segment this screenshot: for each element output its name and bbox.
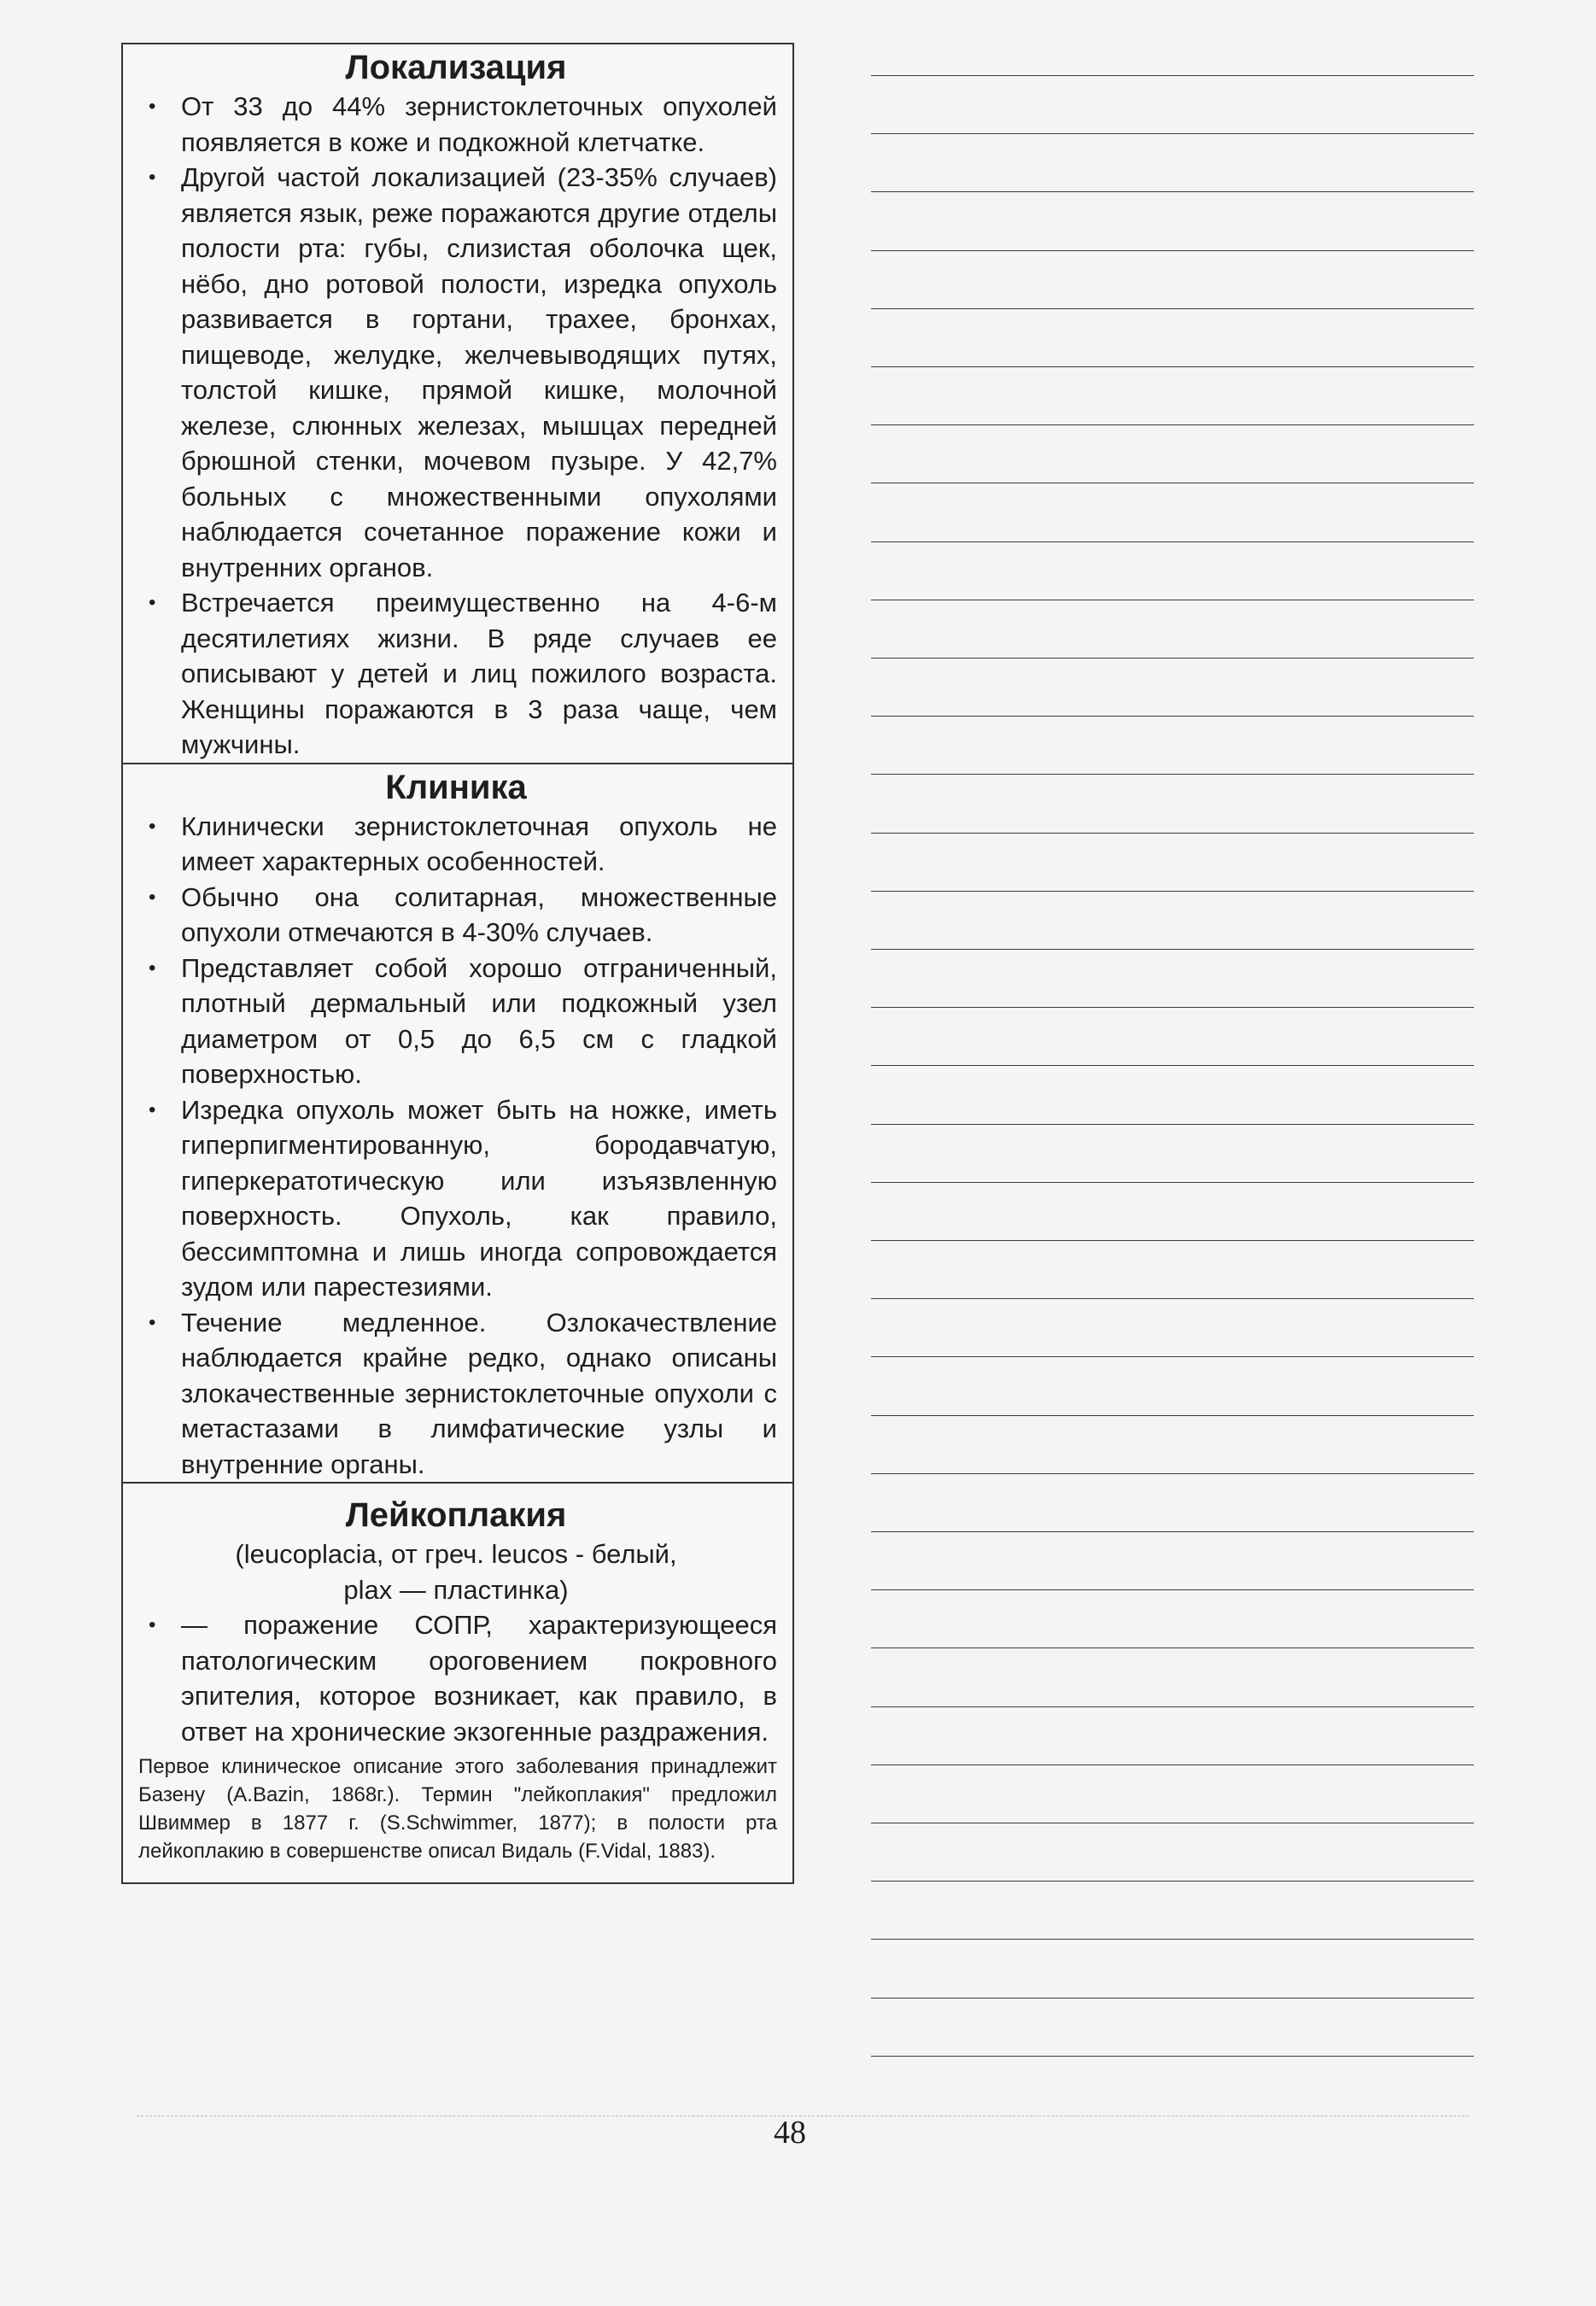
note-line	[871, 366, 1474, 367]
note-line	[871, 250, 1474, 251]
note-line	[871, 1124, 1474, 1125]
content-box	[121, 43, 794, 1884]
list-item: • Встречается преимущественно на 4-6-м десятилетиях жизни. В ряде случаев ее описывают у детей и лиц пожилого возраста. Женщины поражаются в 3 раза чаще, чем мужчины.	[135, 585, 777, 763]
section-localization	[123, 44, 792, 763]
section-clinic	[123, 763, 792, 1483]
list-item: • Изредка опухоль может быть на ножке, иметь гиперпигментированную, бородавчатую, гиперкератотическую или изъязвленную поверхность. Опухоль, как правило, бессимптомна и лишь иногда сопровождается зудом или парестезиями.	[135, 1092, 777, 1305]
bullet-list	[135, 809, 777, 1483]
note-line	[871, 1531, 1474, 1532]
note-line	[871, 1240, 1474, 1241]
note-line	[871, 949, 1474, 950]
note-line	[871, 1356, 1474, 1357]
list-item: • Обычно она солитарная, множественные опухоли отмечаются в 4-30% случаев.	[135, 880, 777, 951]
note-line	[871, 541, 1474, 542]
note-line	[871, 1298, 1474, 1299]
note-lines	[871, 0, 1474, 2084]
note-line	[871, 133, 1474, 134]
note-line	[871, 1065, 1474, 1066]
note-line	[871, 1706, 1474, 1707]
section-heading: Локализация	[345, 49, 567, 86]
note-line	[871, 1589, 1474, 1590]
bullet-list	[135, 1607, 777, 1749]
page-number: 48	[774, 2115, 806, 2151]
note-line	[871, 1415, 1474, 1416]
note-line	[871, 1939, 1474, 1940]
section-subtitle: (leucoplacia, от греч. leucos - белый,	[235, 1539, 677, 1569]
note-line	[871, 891, 1474, 892]
list-item: • Представляет собой хорошо отграниченный, плотный дермальный или подкожный узел диаметром от 0,5 до 6,5 см с гладкой поверхностью.	[135, 951, 777, 1092]
list-item: • Клинически зернистоклеточная опухоль не имеет характерных особенностей.	[135, 809, 777, 880]
historical-note: Первое клиническое описание этого заболевания принадлежит Базену (A.Bazin, 1868г.). Термин "лейкоплакия" предложил Швиммер в 1877 г. (S.Schwimmer, 1877); в полости рта лейкоплакию в совершенстве описал Видаль (F.Vidal, 1883).	[138, 1755, 777, 1863]
section-heading: Клиника	[385, 768, 527, 806]
note-line	[871, 1007, 1474, 1008]
note-line	[871, 774, 1474, 775]
bullet-list	[135, 89, 777, 763]
note-line	[871, 1473, 1474, 1474]
list-item: • Другой частой локализацией (23-35% случаев) является язык, реже поражаются другие отделы полости рта: губы, слизистая оболочка щек, нёбо, дно ротовой полости, изредка опухоль развивается в гортани, трахее, бронхах, пищеводе, желудке, желчевыводящих путях, толстой кишке, прямой кишке, молочной железе, слюнных железах, мышцах передней брюшной стенки, мочевом пузыре. У 42,7% больных с множественными опухолями наблюдается сочетанное поражение кожи и внутренних органов.	[135, 160, 777, 585]
note-line	[871, 1881, 1474, 1882]
note-line	[871, 424, 1474, 425]
list-item: • — поражение СОПР, характеризующееся патологическим ороговением покровного эпителия, которое возникает, как правило, в ответ на хронические экзогенные раздражения.	[135, 1607, 777, 1749]
list-item: • Течение медленное. Озлокачествление наблюдается крайне редко, однако описаны злокачественные зернистоклеточные опухоли с метастазами в лимфатические узлы и внутренние органы.	[135, 1305, 777, 1483]
section-leukoplakia	[123, 1482, 792, 1882]
section-heading: Лейкоплакия	[345, 1496, 567, 1534]
note-line	[871, 191, 1474, 192]
note-line	[871, 1182, 1474, 1183]
note-line	[871, 308, 1474, 309]
note-line	[871, 2056, 1474, 2057]
note-line	[871, 75, 1474, 76]
note-line	[871, 716, 1474, 717]
section-subtitle: plax — пластинка)	[343, 1574, 569, 1605]
note-line	[871, 1998, 1474, 1999]
list-item: • От 33 до 44% зернистоклеточных опухолей появляется в коже и подкожной клетчатке.	[135, 89, 777, 160]
note-line	[871, 833, 1474, 834]
